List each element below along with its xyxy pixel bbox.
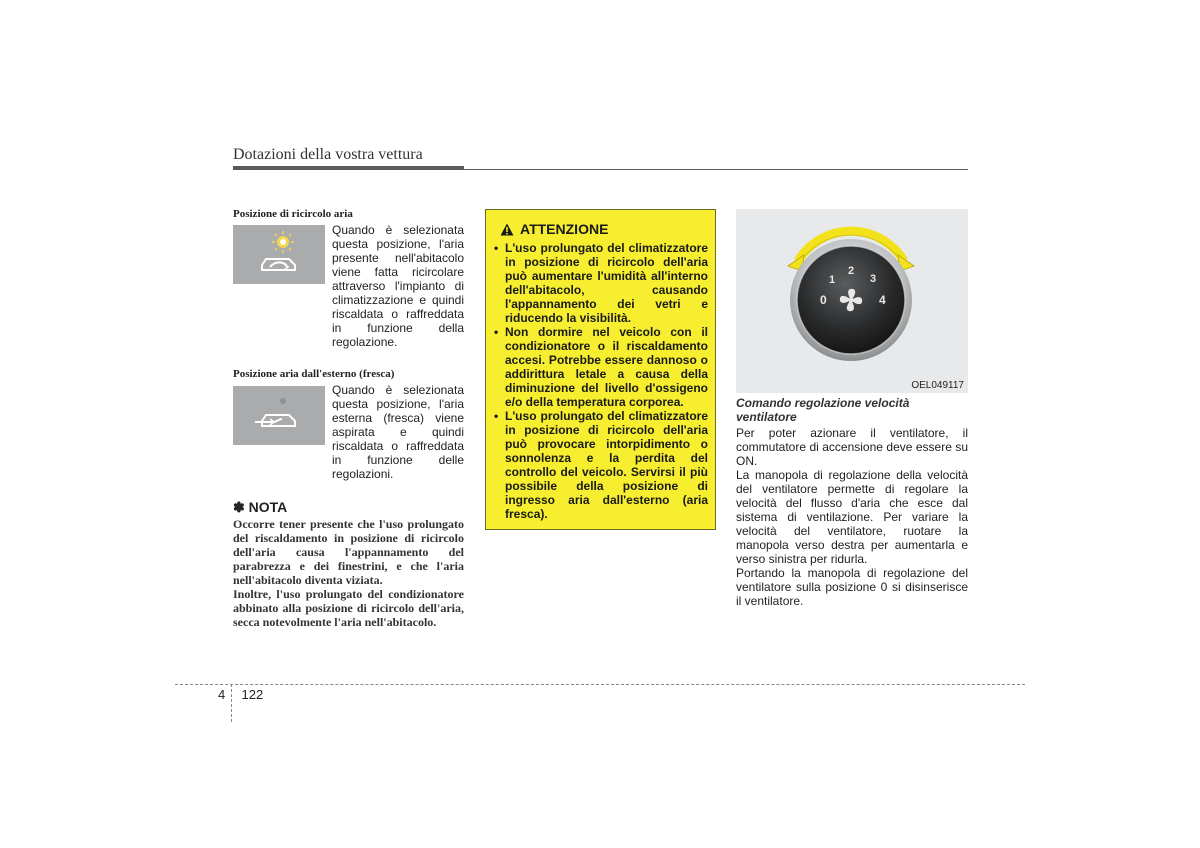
warning-triangle-icon xyxy=(500,223,514,236)
fan-paragraph-3: Portando la manopola di regolazione del ventilatore sulla posizione 0 si disinserisce il ventilatore. xyxy=(736,566,968,608)
header-rule-thick xyxy=(233,166,464,170)
figure-caption: Comando regolazione velocità ventilatore xyxy=(736,396,910,424)
nota-title: ✽ NOTA xyxy=(233,499,288,515)
warning-box xyxy=(485,209,716,530)
knob-label-4: 4 xyxy=(879,293,886,307)
fan-speed-knob-illustration xyxy=(736,209,968,393)
fan-paragraph-2: La manopola di regolazione della velocità del ventilatore permette di regolare la velocità del flusso d'aria che esce dal sistema di ventilazione. Per variare la velocità del ventilatore, ruotare la manopola verso destra per aumentarla e verso sinistra per ridurla. xyxy=(736,468,968,566)
knob-label-0: 0 xyxy=(820,293,827,307)
knob-label-1: 1 xyxy=(829,274,836,286)
recirc-description: Quando è selezionata questa posizione, l'aria presente nell'abitacolo viene fatta ricircolare attraverso l'impianto di climatizzazione e quindi riscaldata o raffreddata in funzione della regolazione. xyxy=(332,223,464,349)
knob-label-3: 3 xyxy=(870,273,877,285)
nota-paragraph-1: Occorre tener presente che l'uso prolungato del riscaldamento in posizione di ricircolo dell'aria causa l'appannamento del parabrezza e dei finestrini, e che l'aria nell'abitacolo diventa viziata. xyxy=(233,517,464,587)
warning-header xyxy=(500,221,608,237)
fan-paragraph-1: Per poter azionare il ventilatore, il commutatore di accensione deve essere su ON. xyxy=(736,426,968,468)
fresh-heading: Posizione aria dall'esterno (fresca) xyxy=(233,368,395,380)
fresh-air-mode-icon xyxy=(233,386,325,445)
page-number xyxy=(218,687,263,702)
fresh-description: Quando è selezionata questa posizione, l'aria esterna (fresca) viene aspirata e quindi riscaldata o raffreddata in funzione delle regolazioni. xyxy=(332,383,464,481)
footer-dashed-rule xyxy=(175,684,1025,685)
warning-title: ATTENZIONE xyxy=(520,221,609,237)
recirc-heading: Posizione di ricircolo aria xyxy=(233,208,353,220)
fan-speed-knob-figure xyxy=(736,209,968,393)
knob-label-2: 2 xyxy=(848,265,855,277)
recirc-icon-panel xyxy=(233,225,325,284)
header-rule-thin xyxy=(464,169,968,170)
page-header-title: Dotazioni della vostra vettura xyxy=(233,146,423,163)
nota-body xyxy=(233,517,464,629)
page-number-value: 122 xyxy=(241,687,264,702)
warning-list xyxy=(494,241,708,521)
recirc-mode-icon xyxy=(233,225,325,284)
figure-code: OEL049117 xyxy=(911,380,964,391)
warning-item: • L'uso prolungato del climatizzatore in posizione di ricircolo dell'aria può aumentare l'umidità all'interno dell'abitacolo, causando l'appannamento dei vetri e riducendo la visibilità. xyxy=(494,241,708,325)
chapter-number: 4 xyxy=(218,687,226,702)
warning-item: • Non dormire nel veicolo con il condizionatore o il riscaldamento accesi. Potrebbe essere dannoso o addirittura letale a causa della diminuzione del livello d'ossigeno e/o della temperatura corporea. xyxy=(494,325,708,409)
fresh-icon-panel xyxy=(233,386,325,445)
nota-paragraph-2: Inoltre, l'uso prolungato del condizionatore abbinato alla posizione di ricircolo dell'aria, secca notevolmente l'aria nell'abitacolo. xyxy=(233,587,464,629)
warning-item: • L'uso prolungato del climatizzatore in posizione di ricircolo dell'aria può provocare intorpidimento o sonnolenza e la perdita del controllo del veicolo. Servirsi il più possibile della posizione di ingresso aria dall'esterno (aria fresca). xyxy=(494,409,708,521)
fan-speed-description xyxy=(736,426,968,608)
